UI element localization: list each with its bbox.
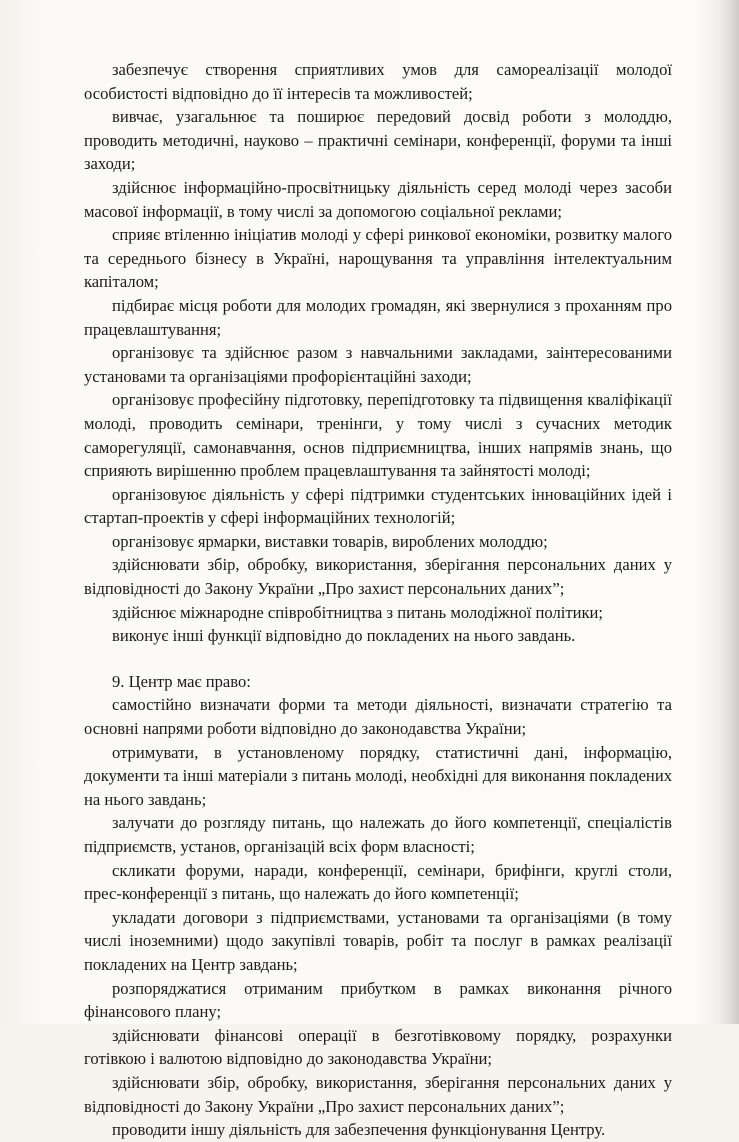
section9-item: скликати форуми, наради, конференції, семінари, брифінги, круглі столи, прес-конференції з питань, що належать до його компетенції; [84,860,672,904]
section8-item: виконує інші функції відповідно до покладених на нього завдань. [112,626,576,646]
section9-item: залучати до розгляду питань, що належать до його компетенції, спеціалістів підприємств, установ, організацій всіх форм власності; [84,813,672,856]
section9-item: отримувати, в установленому порядку, статистичні дані, інформацію, документи та інші матеріали з питань молоді, необхідні для виконання покладених на нього завдань; [84,742,672,809]
document-body [84,58,672,1142]
section9-item: самостійно визначати форми та методи діяльності, визначати стратегію та основні напрями роботи відповідно до законодавства України; [84,695,672,739]
section8-item: сприяє втіленню ініціатив молоді у сфері ринкової економіки, розвитку малого та середнього бізнесу в Україні, нарощування та управління інтелектуальним капіталом; [84,225,672,292]
section9-item: розпоряджатися отриманим прибутком в рамках виконання річного фінансового плану; [84,978,672,1022]
section9-item: здійснювати збір, обробку, використання, зберігання персональних даних у відповідності до Закону України „Про захист персональних даних”; [84,1072,672,1116]
section8-item: підбирає місця роботи для молодих громадян, які звернулися з проханням про працевлаштування; [84,295,672,339]
section9-item: здійснювати фінансові операції в безготівковому порядку, розрахунки готівкою і валютою відповідно до законодавства України; [84,1025,672,1069]
section8-item: організовує професійну підготовку, перепідготовку та підвищення кваліфікації молоді, проводить семінари, тренінги, у тому числі з сучасних методик саморегуляції, самонавчання, основ підприємництва, інших напрямів знань, що сприяють вирішенню проблем працевлаштування та зайнятості молоді; [84,390,672,481]
section8-item: здійснює інформаційно-просвітницьку діяльність серед молоді через засоби масової інформації, в тому числі за допомогою соціальної реклами; [84,177,672,221]
section9-item: укладати договори з підприємствами, установами та організаціями (в тому числі іноземними) щодо закупівлі товарів, робіт та послуг в рамках реалізації покладених на Центр завдань; [84,907,672,974]
section9-heading: 9. Центр має право: [112,671,251,691]
section8-item: вивчає, узагальнює та поширює передовий досвід роботи з молоддю, проводить методичні, науково – практичні семінари, конференції, форуми та інші заходи; [84,107,672,174]
section9-item: проводити іншу діяльність для забезпечення функціонування Центру. [112,1120,606,1140]
page-edge-shadow [717,0,739,1024]
section8-item: здійснює міжнародне співробітництва з питань молодіжної політики; [112,602,604,622]
section8-item: організовує ярмарки, виставки товарів, вироблених молоддю; [112,531,548,551]
section8-item: здійснювати збір, обробку, використання, зберігання персональних даних у відповідності до Закону України „Про захист персональних даних”; [84,555,672,599]
section8-item: організовує та здійснює разом з навчальними закладами, заінтересованими установами та організаціями профорієнтаційні заходи; [84,343,672,386]
section8-item: забезпечує створення сприятливих умов для самореалізації молодої особистості відповідно до її інтересів та можливостей; [84,60,672,103]
section8-item: організовуює діяльність у сфері підтримки студентських інноваційних ідей і стартап-проектів у сфері інформаційних технологій; [84,484,672,528]
